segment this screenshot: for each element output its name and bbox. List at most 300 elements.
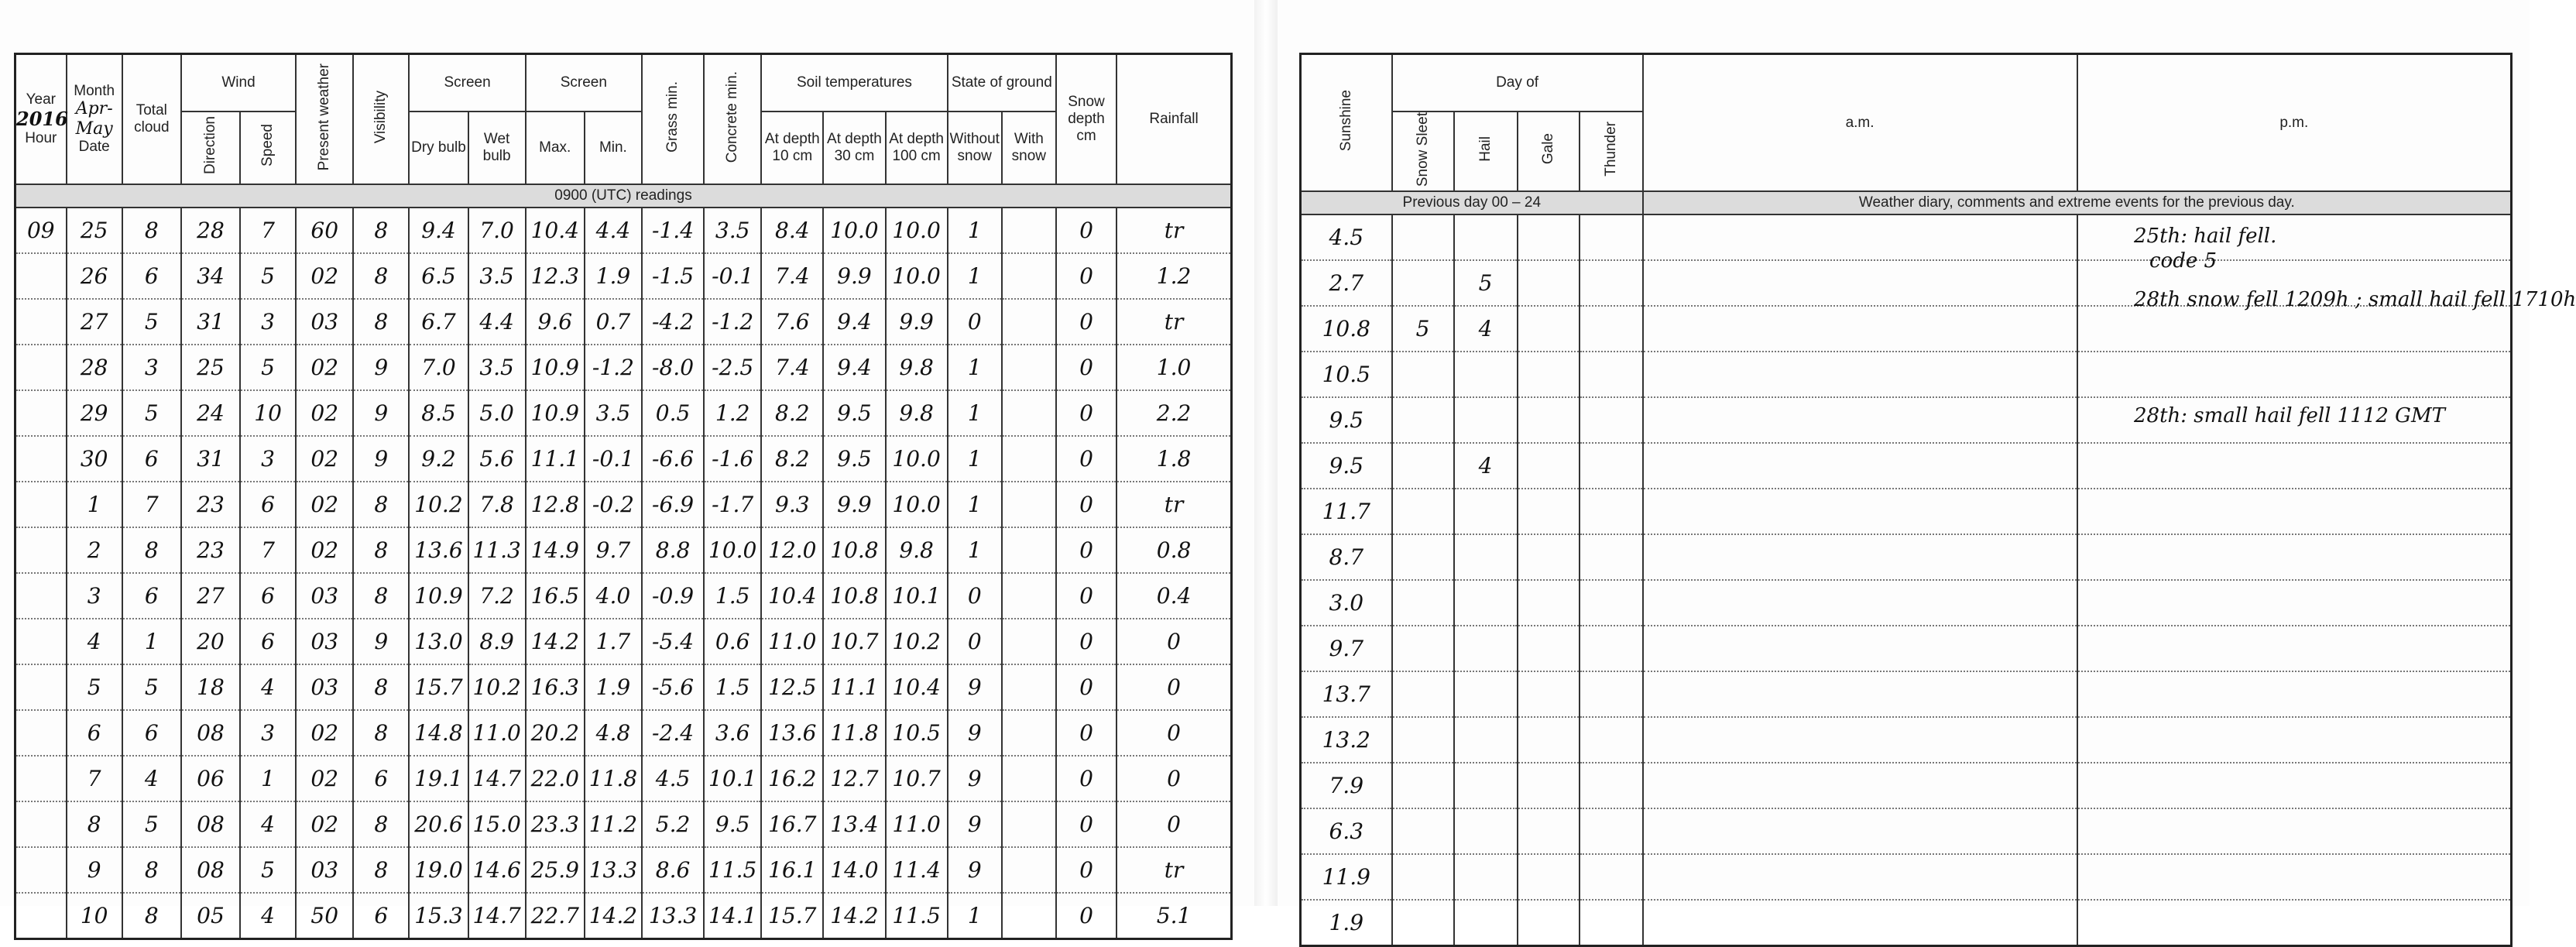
grass-min-cell: -1.4 xyxy=(642,208,704,253)
pm-cell xyxy=(2077,671,2512,717)
total-cloud-header: Total cloud xyxy=(122,54,181,184)
dry-bulb-cell: 19.1 xyxy=(409,756,468,801)
sunshine-cell: 7.9 xyxy=(1301,763,1392,808)
present-weather-cell: 60 xyxy=(296,208,353,253)
pm-cell xyxy=(2077,854,2512,900)
hour-cell xyxy=(15,801,67,847)
soil-30cm-cell: 14.0 xyxy=(823,847,885,893)
soil-30cm-cell: 11.8 xyxy=(823,710,885,756)
am-cell xyxy=(1643,808,2077,854)
dry-bulb-cell: 7.0 xyxy=(409,345,468,390)
grass-min-cell: -8.0 xyxy=(642,345,704,390)
cloud-cell: 6 xyxy=(122,573,181,619)
date-cell: 3 xyxy=(67,573,122,619)
sunshine-cell: 10.8 xyxy=(1301,306,1392,352)
date-cell: 7 xyxy=(67,756,122,801)
concrete-min-cell: -1.7 xyxy=(704,482,761,527)
dry-bulb-cell: 15.7 xyxy=(409,664,468,710)
readings-band: 0900 (UTC) readings xyxy=(15,184,1232,208)
date-cell: 10 xyxy=(67,893,122,939)
wind-direction-cell: 31 xyxy=(181,299,240,345)
visibility-cell: 9 xyxy=(353,345,409,390)
wet-bulb-cell: 14.7 xyxy=(468,893,526,939)
wet-bulb-cell: 7.8 xyxy=(468,482,526,527)
without-snow-cell: 0 xyxy=(948,573,1002,619)
with-snow-cell xyxy=(1002,345,1056,390)
rainfall-cell: tr xyxy=(1116,847,1231,893)
dry-bulb-cell: 13.0 xyxy=(409,619,468,664)
wind-speed-cell: 7 xyxy=(240,527,296,573)
wind-speed-cell: 4 xyxy=(240,664,296,710)
thunder-cell xyxy=(1580,534,1643,580)
hour-cell xyxy=(15,573,67,619)
with-snow-header: With snow xyxy=(1002,112,1056,184)
book-gutter xyxy=(1254,0,1278,906)
right-logbook-page xyxy=(1278,0,2576,936)
visibility-cell: 8 xyxy=(353,527,409,573)
present-weather-cell: 03 xyxy=(296,299,353,345)
snow-sleet-cell xyxy=(1392,214,1454,260)
concrete-min-cell: -1.2 xyxy=(704,299,761,345)
cloud-cell: 5 xyxy=(122,664,181,710)
soil-30cm-header: At depth 30 cm xyxy=(823,112,885,184)
hail-cell: 4 xyxy=(1454,443,1518,489)
visibility-cell: 8 xyxy=(353,208,409,253)
table-row xyxy=(1301,900,2512,946)
sunshine-cell: 13.2 xyxy=(1301,717,1392,763)
max-cell: 14.2 xyxy=(526,619,585,664)
hail-cell xyxy=(1454,534,1518,580)
concrete-min-cell: -0.1 xyxy=(704,253,761,299)
wind-speed-cell: 5 xyxy=(240,847,296,893)
thunder-cell xyxy=(1580,397,1643,443)
snow-depth-cell: 0 xyxy=(1056,573,1116,619)
snow-sleet-cell xyxy=(1392,626,1454,671)
max-cell: 20.2 xyxy=(526,710,585,756)
wet-bulb-header: Wet bulb xyxy=(468,112,526,184)
grass-min-cell: 0.5 xyxy=(642,390,704,436)
wind-direction-cell: 20 xyxy=(181,619,240,664)
hour-cell xyxy=(15,527,67,573)
rainfall-cell: 0 xyxy=(1116,710,1231,756)
snow-sleet-cell xyxy=(1392,671,1454,717)
gale-cell xyxy=(1518,214,1580,260)
wind-speed-cell: 7 xyxy=(240,208,296,253)
min-cell: 4.0 xyxy=(585,573,642,619)
cloud-cell: 8 xyxy=(122,527,181,573)
left-logbook-page xyxy=(0,0,1254,928)
wind-header: Wind xyxy=(181,54,296,112)
table-row xyxy=(1301,671,2512,717)
snow-depth-header: Snow depth cm xyxy=(1056,54,1116,184)
cloud-cell: 1 xyxy=(122,619,181,664)
table-row xyxy=(1301,489,2512,534)
snow-sleet-cell xyxy=(1392,763,1454,808)
table-row xyxy=(15,847,1232,893)
soil-10cm-cell: 8.4 xyxy=(761,208,823,253)
soil-100cm-cell: 11.0 xyxy=(886,801,948,847)
with-snow-cell xyxy=(1002,893,1056,939)
pm-cell xyxy=(2077,626,2512,671)
hour-cell xyxy=(15,619,67,664)
thunder-cell xyxy=(1580,900,1643,946)
table-row xyxy=(15,208,1232,253)
wet-bulb-cell: 4.4 xyxy=(468,299,526,345)
soil-100cm-cell: 10.5 xyxy=(886,710,948,756)
soil-10cm-cell: 15.7 xyxy=(761,893,823,939)
wet-bulb-cell: 14.6 xyxy=(468,847,526,893)
present-weather-cell: 02 xyxy=(296,710,353,756)
soil-30cm-cell: 9.9 xyxy=(823,253,885,299)
with-snow-cell xyxy=(1002,482,1056,527)
without-snow-cell: 1 xyxy=(948,482,1002,527)
soil-30cm-cell: 13.4 xyxy=(823,801,885,847)
rainfall-cell: 5.1 xyxy=(1116,893,1231,939)
hail-cell xyxy=(1454,580,1518,626)
pm-cell xyxy=(2077,534,2512,580)
hail-cell xyxy=(1454,489,1518,534)
soil-100cm-cell: 11.4 xyxy=(886,847,948,893)
thunder-cell xyxy=(1580,717,1643,763)
wind-speed-cell: 1 xyxy=(240,756,296,801)
present-weather-cell: 02 xyxy=(296,756,353,801)
hour-cell xyxy=(15,756,67,801)
table-row xyxy=(1301,763,2512,808)
am-header: a.m. xyxy=(1643,54,2077,192)
date-cell: 27 xyxy=(67,299,122,345)
soil-10cm-cell: 8.2 xyxy=(761,436,823,482)
wind-direction-header: Direction xyxy=(181,112,240,184)
soil-10cm-header: At depth 10 cm xyxy=(761,112,823,184)
with-snow-cell xyxy=(1002,847,1056,893)
rainfall-cell: 1.2 xyxy=(1116,253,1231,299)
min-header: Min. xyxy=(585,112,642,184)
soil-100cm-cell: 9.9 xyxy=(886,299,948,345)
am-cell xyxy=(1643,900,2077,946)
min-cell: 4.4 xyxy=(585,208,642,253)
soil-30cm-cell: 9.5 xyxy=(823,390,885,436)
sunshine-cell: 9.5 xyxy=(1301,397,1392,443)
soil-100cm-cell: 10.2 xyxy=(886,619,948,664)
present-weather-cell: 02 xyxy=(296,390,353,436)
grass-min-cell: 8.8 xyxy=(642,527,704,573)
min-cell: 1.9 xyxy=(585,664,642,710)
table-row xyxy=(15,436,1232,482)
max-cell: 25.9 xyxy=(526,847,585,893)
date-cell: 28 xyxy=(67,345,122,390)
hail-cell xyxy=(1454,352,1518,397)
soil-10cm-cell: 10.4 xyxy=(761,573,823,619)
hour-cell xyxy=(15,664,67,710)
cloud-cell: 3 xyxy=(122,345,181,390)
concrete-min-cell: 14.1 xyxy=(704,893,761,939)
diary-table xyxy=(1299,53,2513,947)
visibility-cell: 9 xyxy=(353,390,409,436)
rainfall-cell: 0 xyxy=(1116,619,1231,664)
soil-30cm-cell: 9.5 xyxy=(823,436,885,482)
screen-header: Screen xyxy=(409,54,525,112)
max-cell: 12.3 xyxy=(526,253,585,299)
hail-cell xyxy=(1454,214,1518,260)
soil-10cm-cell: 7.4 xyxy=(761,345,823,390)
gale-cell xyxy=(1518,352,1580,397)
soil-30cm-cell: 14.2 xyxy=(823,893,885,939)
dry-bulb-cell: 9.2 xyxy=(409,436,468,482)
concrete-min-cell: 0.6 xyxy=(704,619,761,664)
thunder-cell xyxy=(1580,671,1643,717)
visibility-cell: 9 xyxy=(353,436,409,482)
min-cell: 1.7 xyxy=(585,619,642,664)
min-cell: -0.2 xyxy=(585,482,642,527)
year-hour-header: Year 2016 Hour xyxy=(15,54,67,184)
table-row xyxy=(1301,626,2512,671)
without-snow-cell: 0 xyxy=(948,299,1002,345)
soil-100cm-cell: 10.1 xyxy=(886,573,948,619)
wet-bulb-cell: 3.5 xyxy=(468,345,526,390)
date-cell: 8 xyxy=(67,801,122,847)
wet-bulb-cell: 5.6 xyxy=(468,436,526,482)
pm-cell xyxy=(2077,489,2512,534)
dry-bulb-cell: 6.7 xyxy=(409,299,468,345)
cloud-cell: 5 xyxy=(122,299,181,345)
date-cell: 1 xyxy=(67,482,122,527)
thunder-cell xyxy=(1580,443,1643,489)
sunshine-cell: 3.0 xyxy=(1301,580,1392,626)
date-cell: 4 xyxy=(67,619,122,664)
min-cell: 1.9 xyxy=(585,253,642,299)
with-snow-cell xyxy=(1002,527,1056,573)
wind-speed-cell: 4 xyxy=(240,893,296,939)
hail-header: Hail xyxy=(1454,112,1518,192)
dry-bulb-cell: 10.9 xyxy=(409,573,468,619)
wet-bulb-cell: 7.2 xyxy=(468,573,526,619)
cloud-cell: 8 xyxy=(122,208,181,253)
present-weather-cell: 02 xyxy=(296,253,353,299)
screen-maxmin-header: Screen xyxy=(526,54,642,112)
soil-10cm-cell: 12.0 xyxy=(761,527,823,573)
table-row xyxy=(15,573,1232,619)
grass-min-cell: -5.4 xyxy=(642,619,704,664)
wind-speed-cell: 5 xyxy=(240,253,296,299)
snow-depth-cell: 0 xyxy=(1056,893,1116,939)
diary-rows xyxy=(1301,214,2512,946)
wind-speed-cell: 3 xyxy=(240,710,296,756)
cloud-cell: 6 xyxy=(122,436,181,482)
visibility-cell: 6 xyxy=(353,893,409,939)
hour-cell xyxy=(15,390,67,436)
rainfall-cell: tr xyxy=(1116,482,1231,527)
grass-min-cell: 8.6 xyxy=(642,847,704,893)
snow-sleet-cell xyxy=(1392,808,1454,854)
with-snow-cell xyxy=(1002,710,1056,756)
snow-sleet-cell xyxy=(1392,534,1454,580)
grass-min-cell: 13.3 xyxy=(642,893,704,939)
wind-direction-cell: 31 xyxy=(181,436,240,482)
table-row xyxy=(1301,352,2512,397)
table-row xyxy=(1301,580,2512,626)
grass-min-cell: -5.6 xyxy=(642,664,704,710)
cloud-cell: 4 xyxy=(122,756,181,801)
rainfall-cell: 2.2 xyxy=(1116,390,1231,436)
visibility-cell: 8 xyxy=(353,253,409,299)
wind-direction-cell: 27 xyxy=(181,573,240,619)
soil-100cm-cell: 9.8 xyxy=(886,345,948,390)
snow-depth-cell: 0 xyxy=(1056,299,1116,345)
table-row xyxy=(1301,717,2512,763)
am-cell xyxy=(1643,717,2077,763)
soil-10cm-cell: 13.6 xyxy=(761,710,823,756)
concrete-min-cell: 10.0 xyxy=(704,527,761,573)
with-snow-cell xyxy=(1002,573,1056,619)
max-cell: 22.7 xyxy=(526,893,585,939)
date-cell: 5 xyxy=(67,664,122,710)
present-weather-cell: 03 xyxy=(296,847,353,893)
thunder-cell xyxy=(1580,352,1643,397)
soil-100cm-cell: 10.7 xyxy=(886,756,948,801)
month-value: Apr-May xyxy=(75,99,113,139)
hour-cell xyxy=(15,299,67,345)
pm-cell xyxy=(2077,808,2512,854)
table-row xyxy=(15,664,1232,710)
soil-30cm-cell: 10.7 xyxy=(823,619,885,664)
without-snow-cell: 9 xyxy=(948,664,1002,710)
max-cell: 14.9 xyxy=(526,527,585,573)
table-row xyxy=(15,527,1232,573)
soil-30cm-cell: 12.7 xyxy=(823,756,885,801)
with-snow-cell xyxy=(1002,299,1056,345)
rainfall-cell: tr xyxy=(1116,208,1231,253)
snow-depth-cell: 0 xyxy=(1056,390,1116,436)
date-cell: 6 xyxy=(67,710,122,756)
without-snow-cell: 0 xyxy=(948,619,1002,664)
grass-min-cell: -0.9 xyxy=(642,573,704,619)
table-row xyxy=(15,893,1232,939)
table-row xyxy=(15,345,1232,390)
cloud-cell: 5 xyxy=(122,390,181,436)
min-cell: 0.7 xyxy=(585,299,642,345)
without-snow-cell: 1 xyxy=(948,345,1002,390)
soil-30cm-cell: 9.4 xyxy=(823,299,885,345)
wind-direction-cell: 24 xyxy=(181,390,240,436)
snow-depth-cell: 0 xyxy=(1056,436,1116,482)
snow-sleet-cell xyxy=(1392,717,1454,763)
gale-cell xyxy=(1518,397,1580,443)
max-cell: 16.3 xyxy=(526,664,585,710)
concrete-min-cell: 10.1 xyxy=(704,756,761,801)
snow-sleet-cell xyxy=(1392,443,1454,489)
table-row xyxy=(15,756,1232,801)
sunshine-cell: 8.7 xyxy=(1301,534,1392,580)
wet-bulb-cell: 11.3 xyxy=(468,527,526,573)
max-cell: 23.3 xyxy=(526,801,585,847)
without-snow-cell: 1 xyxy=(948,390,1002,436)
soil-10cm-cell: 11.0 xyxy=(761,619,823,664)
sunshine-cell: 13.7 xyxy=(1301,671,1392,717)
present-weather-header: Present weather xyxy=(296,54,353,184)
date-cell: 2 xyxy=(67,527,122,573)
visibility-header: Visibility xyxy=(353,54,409,184)
table-row xyxy=(1301,306,2512,352)
min-cell: 13.3 xyxy=(585,847,642,893)
wind-direction-cell: 08 xyxy=(181,801,240,847)
snow-depth-cell: 0 xyxy=(1056,847,1116,893)
table-row xyxy=(15,299,1232,345)
snow-depth-cell: 0 xyxy=(1056,253,1116,299)
snow-depth-cell: 0 xyxy=(1056,527,1116,573)
thunder-cell xyxy=(1580,214,1643,260)
pm-cell xyxy=(2077,717,2512,763)
wind-speed-header: Speed xyxy=(240,112,296,184)
hail-cell: 4 xyxy=(1454,306,1518,352)
sunshine-cell: 2.7 xyxy=(1301,260,1392,306)
with-snow-cell xyxy=(1002,208,1056,253)
max-cell: 11.1 xyxy=(526,436,585,482)
gale-cell xyxy=(1518,854,1580,900)
snow-depth-cell: 0 xyxy=(1056,801,1116,847)
wet-bulb-cell: 7.0 xyxy=(468,208,526,253)
wet-bulb-cell: 5.0 xyxy=(468,390,526,436)
max-cell: 10.9 xyxy=(526,345,585,390)
without-snow-header: Without snow xyxy=(948,112,1002,184)
soil-100cm-cell: 10.0 xyxy=(886,436,948,482)
thunder-cell xyxy=(1580,808,1643,854)
wet-bulb-cell: 15.0 xyxy=(468,801,526,847)
present-weather-cell: 02 xyxy=(296,801,353,847)
max-cell: 9.6 xyxy=(526,299,585,345)
visibility-cell: 8 xyxy=(353,482,409,527)
hour-cell xyxy=(15,482,67,527)
hour-cell xyxy=(15,345,67,390)
hail-cell xyxy=(1454,717,1518,763)
visibility-cell: 8 xyxy=(353,801,409,847)
diary-note-small-hail: 28th: small hail fell 1112 GMT xyxy=(2134,404,2445,427)
soil-100cm-cell: 11.5 xyxy=(886,893,948,939)
thunder-cell xyxy=(1580,306,1643,352)
gale-cell xyxy=(1518,580,1580,626)
am-cell xyxy=(1643,763,2077,808)
present-weather-cell: 50 xyxy=(296,893,353,939)
visibility-cell: 8 xyxy=(353,299,409,345)
diary-note-code: code 5 xyxy=(2149,249,2218,273)
thunder-cell xyxy=(1580,626,1643,671)
snow-sleet-cell xyxy=(1392,397,1454,443)
snow-depth-cell: 0 xyxy=(1056,756,1116,801)
soil-30cm-cell: 10.8 xyxy=(823,573,885,619)
wind-direction-cell: 23 xyxy=(181,527,240,573)
wind-direction-cell: 28 xyxy=(181,208,240,253)
soil-10cm-cell: 7.4 xyxy=(761,253,823,299)
grass-min-cell: 4.5 xyxy=(642,756,704,801)
with-snow-cell xyxy=(1002,664,1056,710)
visibility-cell: 8 xyxy=(353,847,409,893)
table-row xyxy=(1301,534,2512,580)
min-cell: 4.8 xyxy=(585,710,642,756)
gale-cell xyxy=(1518,306,1580,352)
date-cell: 25 xyxy=(67,208,122,253)
present-weather-cell: 02 xyxy=(296,482,353,527)
table-row xyxy=(1301,854,2512,900)
without-snow-cell: 1 xyxy=(948,253,1002,299)
month-date-header: Month Apr-May Date xyxy=(67,54,122,184)
visibility-cell: 8 xyxy=(353,573,409,619)
min-cell: 11.8 xyxy=(585,756,642,801)
rainfall-cell: tr xyxy=(1116,299,1231,345)
gale-cell xyxy=(1518,489,1580,534)
concrete-min-cell: -2.5 xyxy=(704,345,761,390)
grass-min-header: Grass min. xyxy=(642,54,704,184)
max-cell: 22.0 xyxy=(526,756,585,801)
am-cell xyxy=(1643,626,2077,671)
